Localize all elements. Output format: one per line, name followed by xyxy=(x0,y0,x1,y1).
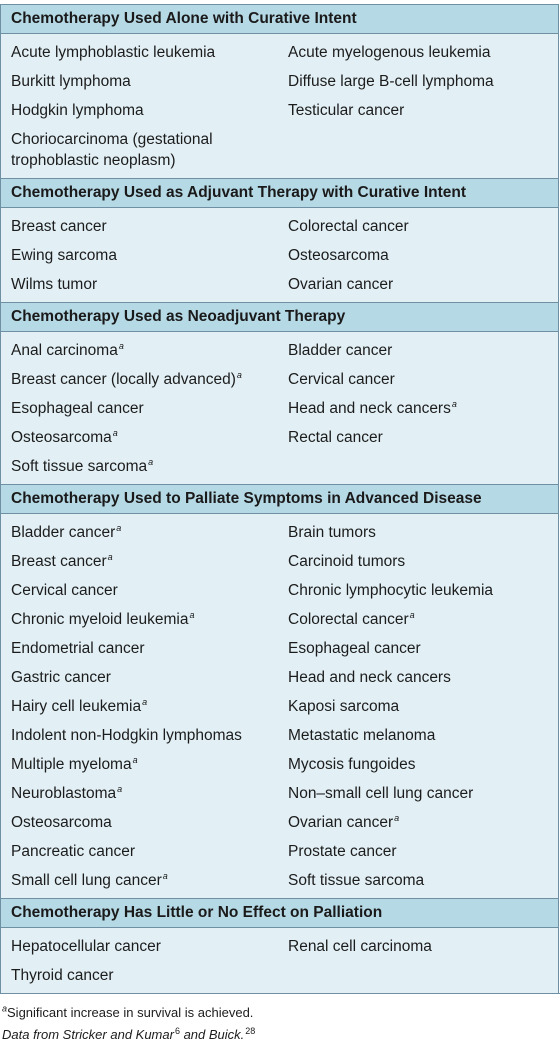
cancer-type: Hodgkin lymphoma xyxy=(11,102,144,119)
survival-footnote-marker: a xyxy=(236,369,242,380)
cancer-type: Small cell lung cancer xyxy=(11,872,162,889)
table-cell xyxy=(1,837,278,866)
survival-footnote-marker: a xyxy=(162,870,168,881)
table-cell xyxy=(1,67,278,96)
section-body xyxy=(1,514,558,898)
table-cell xyxy=(278,452,558,481)
survival-footnote-marker: a xyxy=(132,754,138,765)
survival-footnote-marker: a xyxy=(148,456,154,467)
table-row xyxy=(1,241,558,270)
table-cell xyxy=(1,452,278,481)
table-row xyxy=(1,125,558,175)
cancer-type: Breast cancer (locally advanced) xyxy=(11,371,236,388)
table-row xyxy=(1,365,558,394)
cancer-type: Testicular cancer xyxy=(288,102,405,119)
table-row xyxy=(1,270,558,299)
survival-footnote-marker: a xyxy=(118,340,124,351)
section-header: Chemotherapy Has Little or No Effect on Palliation xyxy=(1,898,558,928)
cancer-type: Rectal cancer xyxy=(288,429,383,446)
section-body xyxy=(1,332,558,484)
section-header: Chemotherapy Used Alone with Curative Intent xyxy=(1,4,558,34)
cancer-type: Chronic lymphocytic leukemia xyxy=(288,582,494,599)
survival-footnote-marker: a xyxy=(189,609,195,620)
table-cell xyxy=(1,932,278,961)
table-cell xyxy=(278,721,558,750)
table-cell xyxy=(278,634,558,663)
table-cell xyxy=(1,605,278,634)
section-header: Chemotherapy Used as Neoadjuvant Therapy xyxy=(1,302,558,332)
section-body xyxy=(1,208,558,302)
cancer-type: Choriocarcinoma (gestational trophoblastic neoplasm) xyxy=(11,131,213,169)
cancer-type: Colorectal cancer xyxy=(288,611,409,628)
table-cell xyxy=(1,518,278,547)
cancer-type: Colorectal cancer xyxy=(288,218,409,235)
survival-footnote-marker: a xyxy=(107,551,113,562)
table-row xyxy=(1,38,558,67)
cancer-type: Multiple myeloma xyxy=(11,756,132,773)
cancer-type: Osteosarcoma xyxy=(288,247,389,264)
cancer-type: Prostate cancer xyxy=(288,843,397,860)
table-row xyxy=(1,212,558,241)
table-row xyxy=(1,866,558,895)
cancer-type: Hairy cell leukemia xyxy=(11,698,142,715)
table-cell xyxy=(278,365,558,394)
table-cell xyxy=(1,96,278,125)
table-cell xyxy=(1,576,278,605)
table-cell xyxy=(1,38,278,67)
section-header: Chemotherapy Used to Palliate Symptoms in Advanced Disease xyxy=(1,484,558,514)
survival-footnote-marker: a xyxy=(142,696,148,707)
cancer-type: Brain tumors xyxy=(288,524,376,541)
table-cell xyxy=(278,932,558,961)
table-row xyxy=(1,721,558,750)
reference-number-1: 6 xyxy=(174,1025,180,1036)
table-row xyxy=(1,394,558,423)
cancer-type: Metastatic melanoma xyxy=(288,727,436,744)
cancer-type: Renal cell carcinoma xyxy=(288,938,432,955)
source-middle: and Buick. xyxy=(179,1027,245,1042)
table-cell xyxy=(278,394,558,423)
cancer-type: Head and neck cancers xyxy=(288,669,451,686)
table-cell xyxy=(278,212,558,241)
cancer-type: Cervical cancer xyxy=(11,582,118,599)
cancer-type: Osteosarcoma xyxy=(11,814,112,831)
table-row xyxy=(1,837,558,866)
table-row xyxy=(1,576,558,605)
cancer-type: Non–small cell lung cancer xyxy=(288,785,474,802)
cancer-type: Esophageal cancer xyxy=(288,640,421,657)
source-citation xyxy=(2,1024,558,1046)
table-cell xyxy=(278,866,558,895)
table-footnotes xyxy=(0,993,560,1046)
table-cell xyxy=(278,547,558,576)
cancer-type: Pancreatic cancer xyxy=(11,843,136,860)
table-cell xyxy=(278,779,558,808)
table-row xyxy=(1,961,558,990)
table-cell xyxy=(1,394,278,423)
table-cell xyxy=(278,241,558,270)
table-row xyxy=(1,96,558,125)
table-row xyxy=(1,518,558,547)
table-cell xyxy=(278,518,558,547)
cancer-type: Gastric cancer xyxy=(11,669,111,686)
survival-footnote-marker: a xyxy=(409,609,415,620)
table-cell xyxy=(1,866,278,895)
table-row xyxy=(1,750,558,779)
chemotherapy-indications-table xyxy=(0,4,559,993)
cancer-type: Mycosis fungoides xyxy=(288,756,416,773)
table-row xyxy=(1,547,558,576)
cancer-type: Cervical cancer xyxy=(288,371,395,388)
cancer-type: Ovarian cancer xyxy=(288,814,394,831)
cancer-type: Breast cancer xyxy=(11,218,107,235)
table-cell xyxy=(278,576,558,605)
table-cell xyxy=(1,721,278,750)
table-cell xyxy=(1,692,278,721)
cancer-type: Head and neck cancers xyxy=(288,400,451,417)
cancer-type: Bladder cancer xyxy=(288,342,393,359)
table-cell xyxy=(278,270,558,299)
table-cell xyxy=(278,837,558,866)
table-row xyxy=(1,808,558,837)
table-cell xyxy=(278,38,558,67)
footnote-mark: a xyxy=(2,1003,8,1014)
table-cell xyxy=(278,663,558,692)
cancer-type: Endometrial cancer xyxy=(11,640,145,657)
cancer-type: Chronic myeloid leukemia xyxy=(11,611,189,628)
cancer-type: Carcinoid tumors xyxy=(288,553,406,570)
cancer-type: Kaposi sarcoma xyxy=(288,698,400,715)
significance-footnote xyxy=(2,1002,558,1024)
cancer-type: Anal carcinoma xyxy=(11,342,118,359)
section-header: Chemotherapy Used as Adjuvant Therapy with Curative Intent xyxy=(1,178,558,208)
table-cell xyxy=(278,692,558,721)
cancer-type: Neuroblastoma xyxy=(11,785,117,802)
table-row xyxy=(1,423,558,452)
cancer-type: Soft tissue sarcoma xyxy=(11,458,148,475)
table-row xyxy=(1,779,558,808)
cancer-type: Bladder cancer xyxy=(11,524,116,541)
table-cell xyxy=(1,365,278,394)
table-cell xyxy=(278,67,558,96)
cancer-type: Thyroid cancer xyxy=(11,967,114,984)
section-body xyxy=(1,34,558,178)
table-cell xyxy=(1,270,278,299)
table-cell xyxy=(1,547,278,576)
cancer-type: Acute myelogenous leukemia xyxy=(288,44,491,61)
cancer-type: Ewing sarcoma xyxy=(11,247,117,264)
table-row xyxy=(1,692,558,721)
table-cell xyxy=(278,750,558,779)
cancer-type: Breast cancer xyxy=(11,553,107,570)
table-cell xyxy=(278,605,558,634)
table-row xyxy=(1,452,558,481)
survival-footnote-marker: a xyxy=(394,812,400,823)
survival-footnote-marker: a xyxy=(112,427,118,438)
table-cell xyxy=(1,634,278,663)
table-row xyxy=(1,663,558,692)
table-cell xyxy=(1,241,278,270)
reference-number-2: 28 xyxy=(245,1025,256,1036)
table-row xyxy=(1,67,558,96)
table-row xyxy=(1,634,558,663)
section-body xyxy=(1,928,558,993)
table-row xyxy=(1,932,558,961)
source-prefix: Data from Stricker and Kumar xyxy=(2,1027,174,1042)
table-cell xyxy=(1,808,278,837)
cancer-type: Indolent non-Hodgkin lymphomas xyxy=(11,727,242,744)
survival-footnote-marker: a xyxy=(451,398,457,409)
table-cell xyxy=(1,336,278,365)
table-cell xyxy=(278,808,558,837)
cancer-type: Wilms tumor xyxy=(11,276,98,293)
table-cell xyxy=(278,125,558,175)
table-cell xyxy=(1,212,278,241)
footnote-text: Significant increase in survival is achieved. xyxy=(7,1005,254,1020)
table-cell xyxy=(1,423,278,452)
cancer-type: Ovarian cancer xyxy=(288,276,394,293)
table-row xyxy=(1,336,558,365)
cancer-type: Soft tissue sarcoma xyxy=(288,872,425,889)
table-cell xyxy=(1,750,278,779)
table-row xyxy=(1,605,558,634)
table-cell xyxy=(278,423,558,452)
cancer-type: Diffuse large B-cell lymphoma xyxy=(288,73,494,90)
cancer-type: Osteosarcoma xyxy=(11,429,112,446)
table-cell xyxy=(278,961,558,990)
cancer-type: Esophageal cancer xyxy=(11,400,144,417)
table-cell xyxy=(1,961,278,990)
cancer-type: Hepatocellular cancer xyxy=(11,938,161,955)
table-cell xyxy=(1,125,278,175)
table-cell xyxy=(1,663,278,692)
survival-footnote-marker: a xyxy=(116,522,122,533)
table-cell xyxy=(278,336,558,365)
survival-footnote-marker: a xyxy=(117,783,123,794)
cancer-type: Burkitt lymphoma xyxy=(11,73,131,90)
table-cell xyxy=(278,96,558,125)
table-cell xyxy=(1,779,278,808)
cancer-type: Acute lymphoblastic leukemia xyxy=(11,44,216,61)
